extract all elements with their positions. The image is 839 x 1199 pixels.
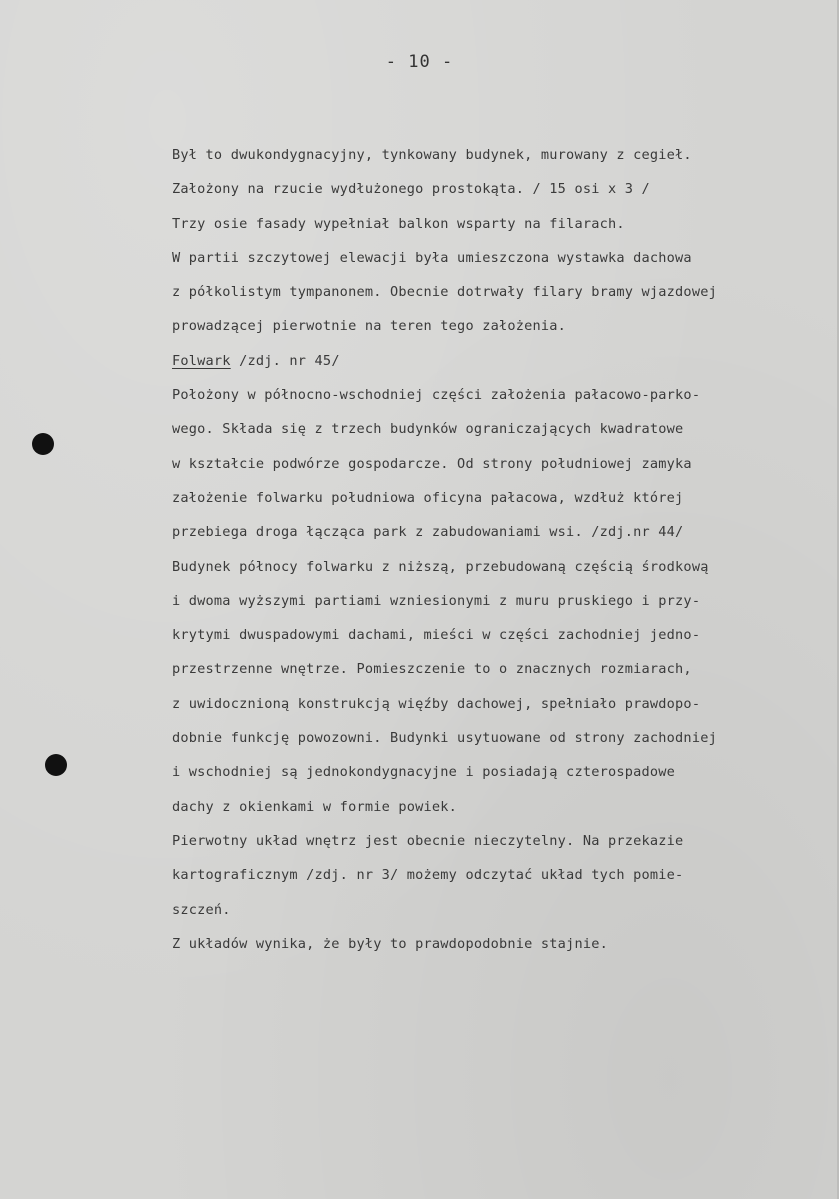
text-line: przebiega droga łącząca park z zabudowaniami wsi. /zdj.nr 44/: [172, 524, 684, 541]
text-line: Pierwotny układ wnętrz jest obecnie nieczytelny. Na przekazie: [172, 832, 684, 849]
body-text: [172, 138, 832, 961]
text-line: z uwidocznioną konstrukcją więźby dachowej, spełniało prawdopo-: [172, 695, 701, 712]
text-line: dachy z okienkami w formie powiek.: [172, 798, 458, 815]
text-line: wego. Składa się z trzech budynków ograniczających kwadratowe: [172, 421, 684, 438]
text-line: i dwoma wyższymi partiami wzniesionymi z muru pruskiego i przy-: [172, 592, 701, 609]
text-line: prowadzącej pierwotnie na teren tego założenia.: [172, 318, 567, 335]
text-line: w kształcie podwórze gospodarcze. Od strony południowej zamyka: [172, 455, 692, 472]
text-line: Założony na rzucie wydłużonego prostokąta. / 15 osi x 3 /: [172, 181, 650, 198]
text-line: W partii szczytowej elewacji była umieszczona wystawka dachowa: [172, 249, 692, 266]
text-line: Położony w północno-wschodniej części założenia pałacowo-parko-: [172, 387, 701, 404]
text-line: dobnie funkcję powozowni. Budynki usytuowane od strony zachodniej: [172, 730, 717, 747]
text-line: Z układów wynika, że były to prawdopodobnie stajnie.: [172, 935, 608, 952]
page-number: - 10 -: [385, 52, 454, 72]
section-heading-word: Folwark: [172, 352, 231, 369]
punch-hole: [45, 754, 67, 776]
punch-hole: [32, 433, 54, 455]
section-heading: [172, 344, 832, 378]
text-line: szczeń.: [172, 901, 231, 918]
text-line: Był to dwukondygnacyjny, tynkowany budynek, murowany z cegieł.: [172, 147, 692, 163]
text-line: założenie folwarku południowa oficyna pałacowa, wzdłuż której: [172, 489, 684, 506]
text-line: z półkolistym tympanonem. Obecnie dotrwały filary bramy wjazdowej: [172, 284, 717, 301]
text-line: Trzy osie fasady wypełniał balkon wsparty na filarach.: [172, 215, 625, 232]
text-line: przestrzenne wnętrze. Pomieszczenie to o znacznych rozmiarach,: [172, 661, 692, 678]
text-line: kartograficznym /zdj. nr 3/ możemy odczytać układ tych pomie-: [172, 867, 684, 884]
section-heading-reference: /zdj. nr 45/: [230, 352, 340, 369]
text-line: Budynek północy folwarku z niższą, przebudowaną częścią środkową: [172, 558, 709, 575]
text-line: i wschodniej są jednokondygnacyjne i posiadają czterospadowe: [172, 764, 676, 781]
text-line: krytymi dwuspadowymi dachami, mieści w części zachodniej jedno-: [172, 627, 701, 644]
